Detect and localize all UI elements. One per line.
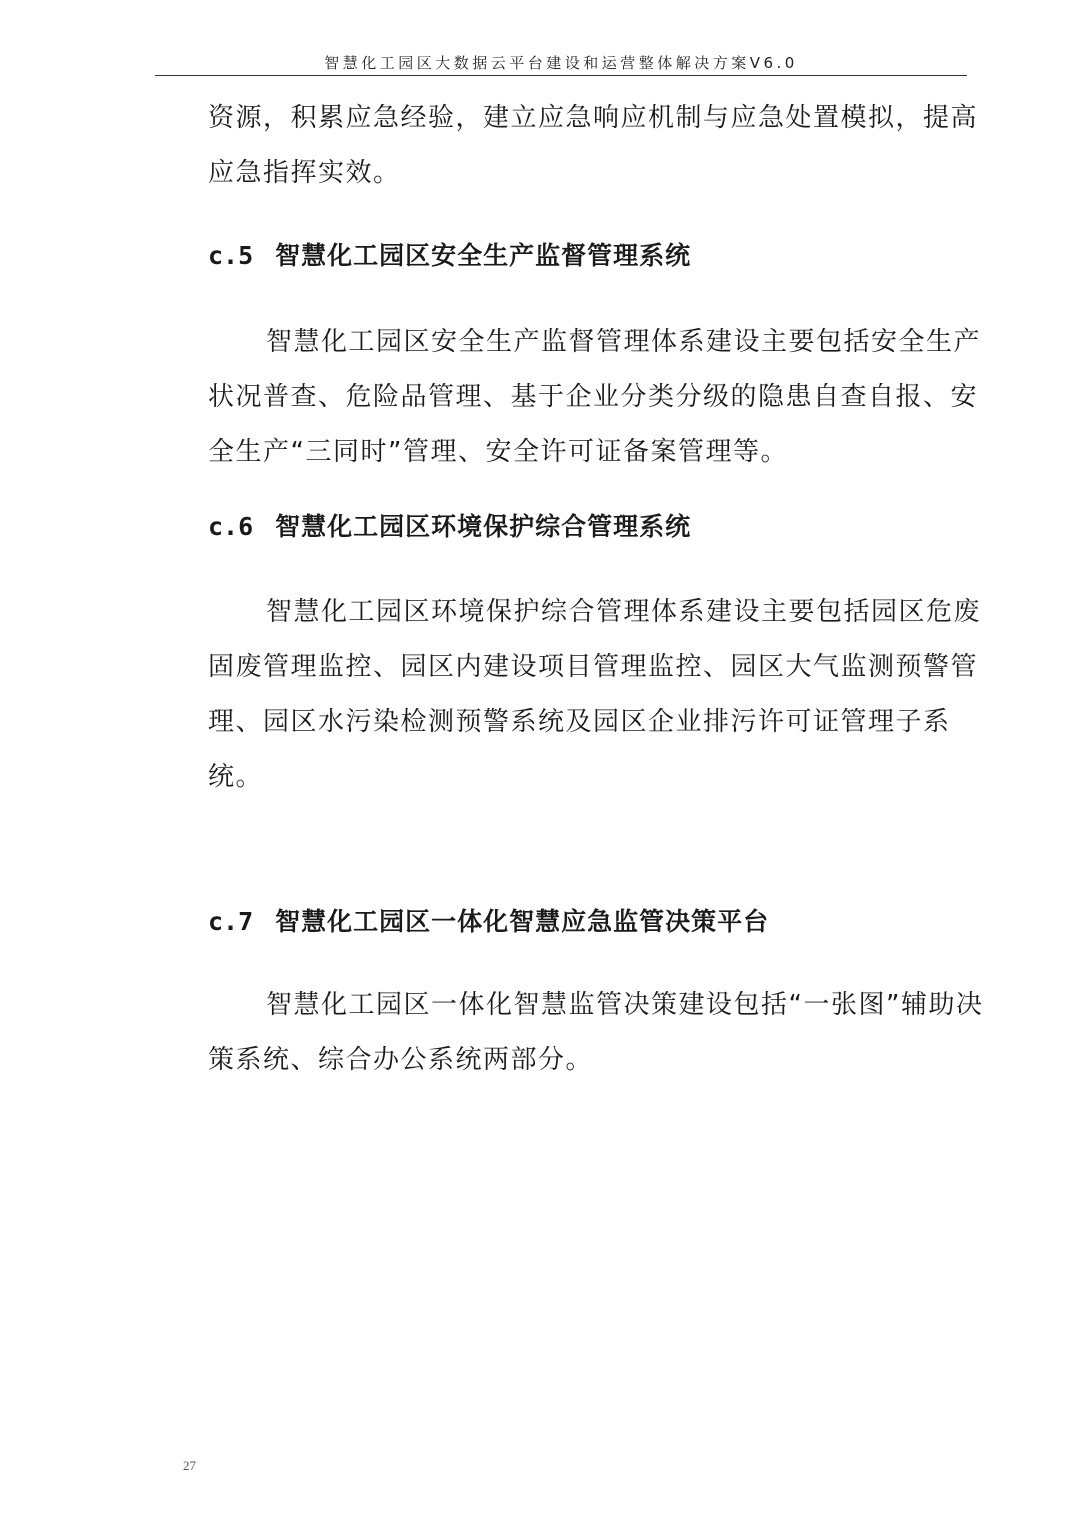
intro-paragraph: 资源，积累应急经验，建立应急响应机制与应急处置模拟，提高应急指挥实效。 bbox=[208, 103, 979, 188]
section-number: c.5 bbox=[208, 241, 254, 270]
running-header: 智慧化工园区大数据云平台建设和运营整体解决方案V6.0 bbox=[324, 54, 798, 72]
section-paragraph-c5: 智慧化工园区安全生产监督管理体系建设主要包括安全生产状况普查、危险品管理、基于企业分类分级的隐患自查自报、安全生产“三同时”管理、安全许可证备案管理等。 bbox=[208, 327, 982, 467]
page-number: 27 bbox=[183, 1458, 196, 1473]
section-title: 智慧化工园区环境保护综合管理系统 bbox=[275, 512, 692, 541]
section-number: c.6 bbox=[208, 512, 254, 541]
section-title: 智慧化工园区安全生产监督管理系统 bbox=[275, 241, 692, 270]
section-heading-c5 bbox=[208, 236, 990, 276]
header-rule bbox=[155, 75, 967, 76]
section-heading-c6 bbox=[208, 507, 990, 547]
section-paragraph-c6: 智慧化工园区环境保护综合管理体系建设主要包括园区危废固废管理监控、园区内建设项目管理监控、园区大气监测预警管理、园区水污染检测预警系统及园区企业排污许可证管理子系统。 bbox=[208, 597, 982, 792]
section-paragraph-c7: 智慧化工园区一体化智慧监管决策建设包括“一张图”辅助决策系统、综合办公系统两部分。 bbox=[208, 990, 984, 1075]
section-heading-c7 bbox=[208, 902, 990, 942]
section-number: c.7 bbox=[208, 907, 254, 936]
section-title: 智慧化工园区一体化智慧应急监管决策平台 bbox=[275, 907, 770, 936]
